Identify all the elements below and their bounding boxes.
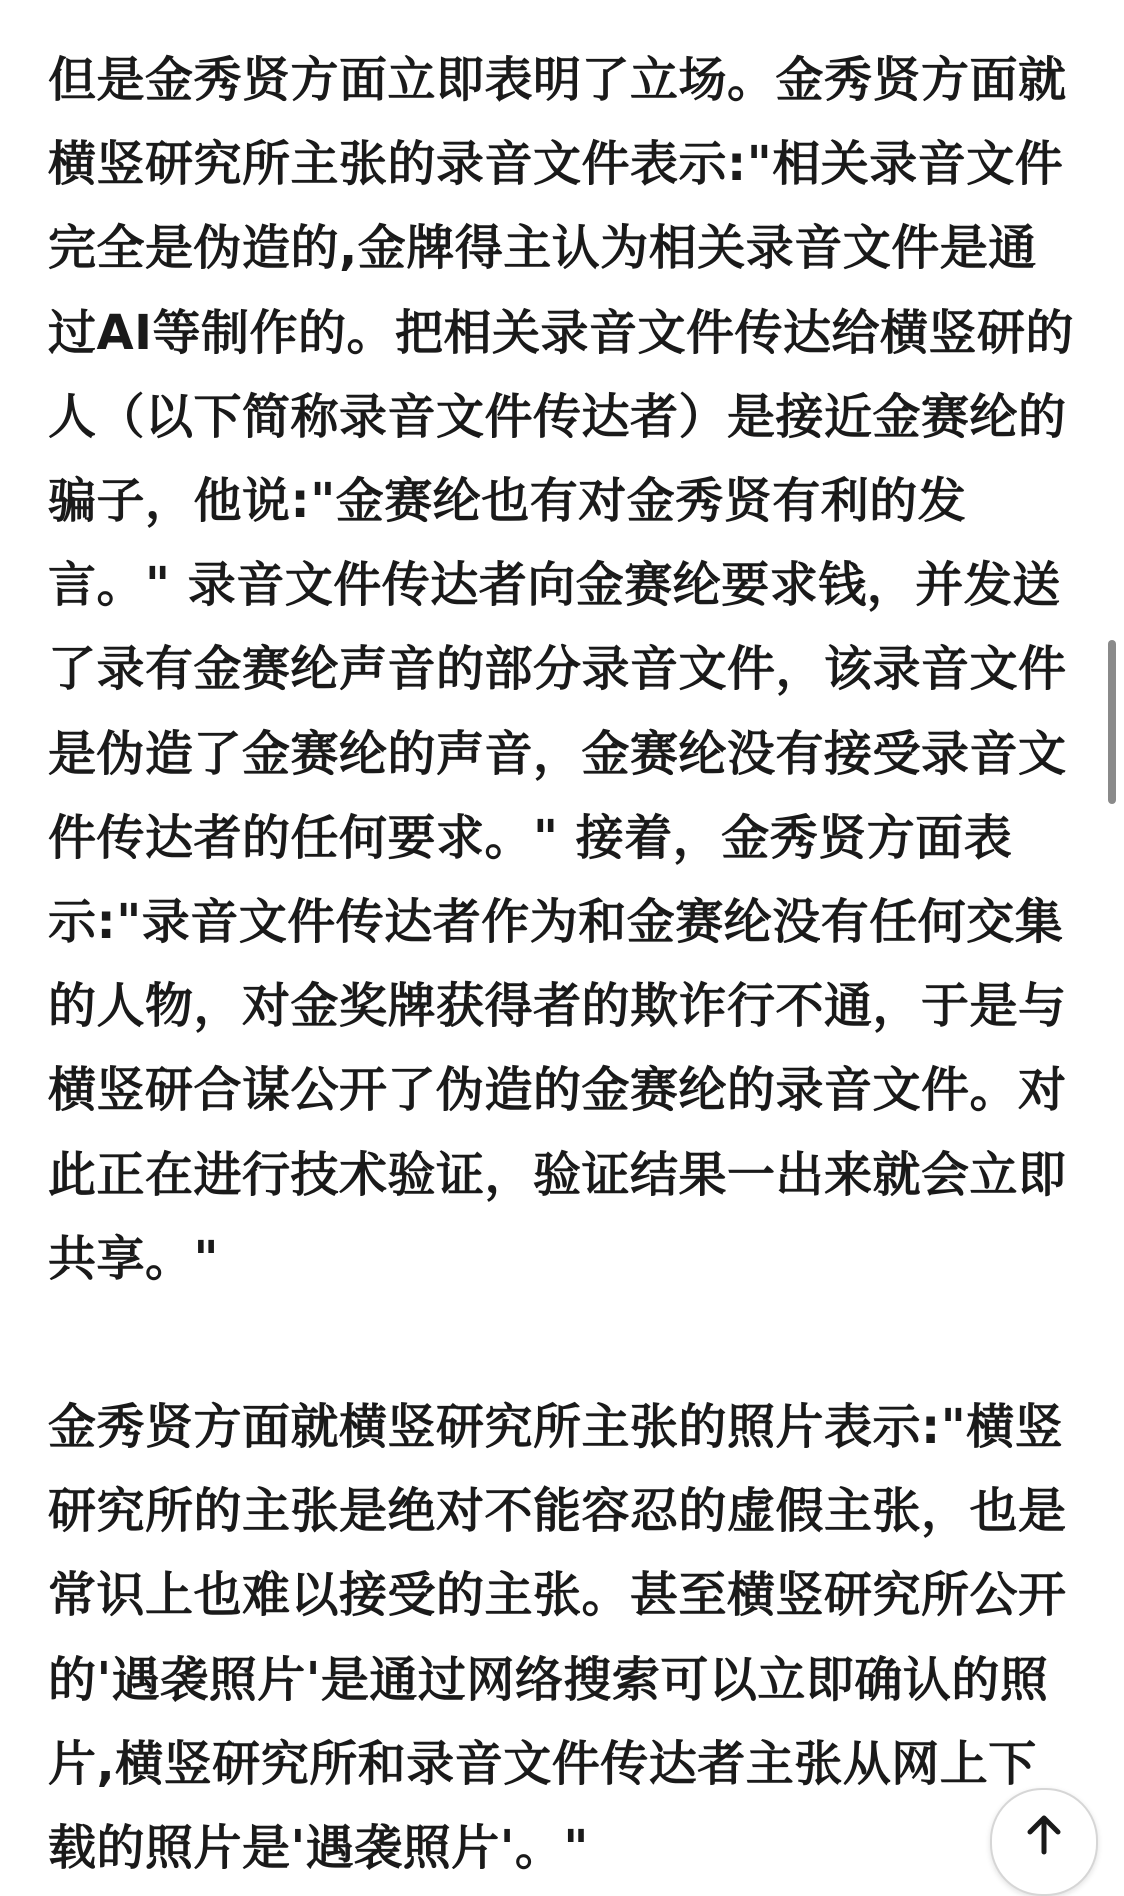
article-paragraph: 但是金秀贤方面立即表明了立场。金秀贤方面就横竖研究所主张的录音文件表示:"相关录音文件完全是伪造的,金牌得主认为相关录音文件是通过AI等制作的。把相关录音文件传达给横竖研的人（以下简称录音文件传达者）是接近金赛纶的骗子，他说:"金赛纶也有对金秀贤有利的发言。" 录音文件传达者向金赛纶要求钱，并发送了录有金赛纶声音的部分录音文件，该录音文件是伪造了金赛纶的声音，金赛纶没有接受录音文件传达者的任何要求。" 接着，金秀贤方面表示:"录音文件传达者作为和金赛纶没有任何交集的人物，对金奖牌获得者的欺诈行不通，于是与横竖研合谋公开了伪造的金赛纶的录音文件。对此正在进行技术验证，验证结果一出来就会立即共享。" xyxy=(48,52,1075,1287)
article-paragraph: 金秀贤方面就横竖研究所主张的照片表示:"横竖研究所的主张是绝对不能容忍的虚假主张，也是常识上也难以接受的主张。甚至横竖研究所公开的'遇袭照片'是通过网络搜索可以立即确认的照片,横竖研究所和录音文件传达者主张从网上下载的照片是'遇袭照片'。" xyxy=(48,1399,1067,1877)
arrow-up-icon xyxy=(1022,1812,1066,1856)
article-body xyxy=(48,38,1078,1890)
scrollbar-thumb[interactable] xyxy=(1108,640,1116,804)
scroll-to-top-button[interactable] xyxy=(990,1788,1098,1896)
paragraph-spacer xyxy=(48,1301,1078,1385)
